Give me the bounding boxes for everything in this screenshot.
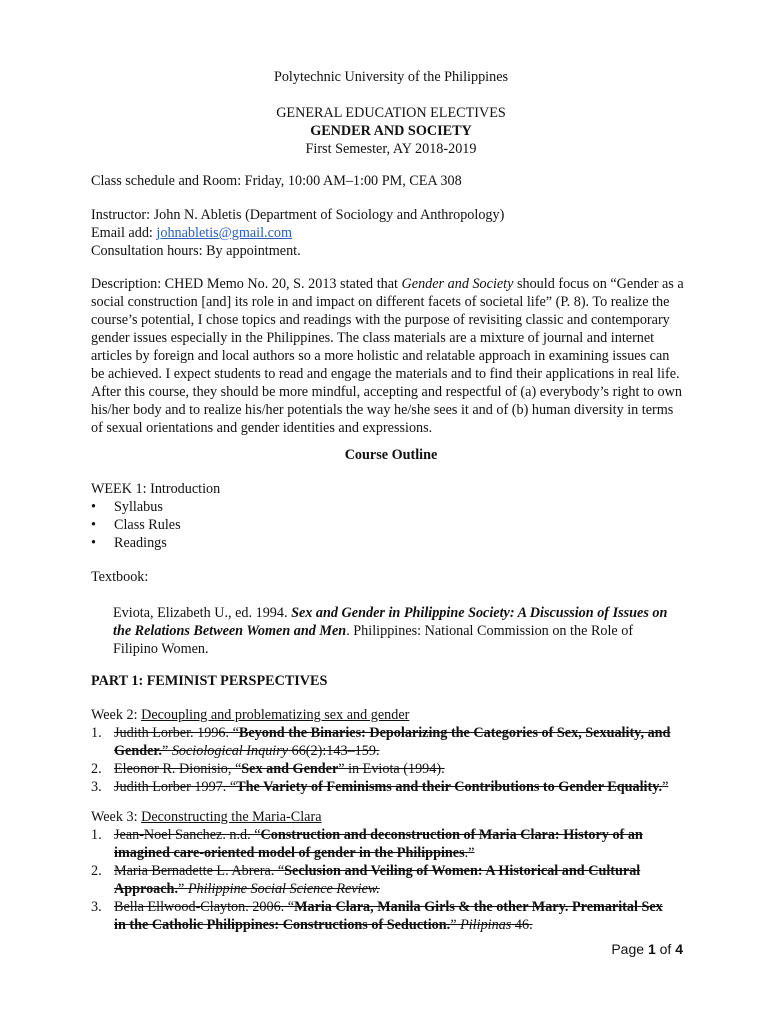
reading-author: Judith Lorber 1997. “	[114, 779, 237, 795]
list-item: • Readings	[91, 534, 691, 552]
reading-punct: ”	[450, 917, 461, 933]
of-word: of	[655, 941, 676, 957]
instructor-line: Instructor: John N. Abletis (Department of Sociology and Anthropology)	[91, 207, 505, 223]
item-number: 2.	[91, 863, 102, 879]
reading-punct: ”	[662, 779, 669, 795]
week2-title	[91, 706, 681, 724]
reading-title: The Variety of Feminisms and their Contributions to Gender Equality.	[236, 779, 663, 795]
reading-journal: Sociological Inquiry	[171, 743, 289, 759]
email-label: Email add:	[91, 225, 157, 241]
week3-readings	[91, 826, 676, 934]
item-number: 3.	[91, 899, 102, 915]
description-lead: Description: CHED Memo No. 20, S. 2013 stated that	[91, 276, 402, 292]
reading-punct: ”	[178, 881, 188, 897]
week3-title	[91, 808, 676, 826]
document-header	[91, 68, 691, 158]
reading-item	[91, 826, 676, 862]
reading-title: Maria Clara, Manila Girls & the other Mary. Premarital Sex in the Catholic Philippines: Constructions of Seduction.	[114, 899, 663, 933]
week2-section	[91, 706, 681, 796]
week3-section	[91, 808, 676, 934]
reading-author: Eleonor R. Dionisio, “	[114, 761, 242, 777]
reading-journal: Philippine Social Science Review.	[187, 881, 380, 897]
citation-lead: Eviota, Elizabeth U., ed. 1994.	[113, 605, 292, 621]
reading-author: Bella Ellwood-Clayton. 2006. “	[114, 899, 295, 915]
description-section	[91, 275, 686, 437]
consultation-hours: Consultation hours: By appointment.	[91, 243, 301, 259]
course-title: GENDER AND SOCIETY	[310, 123, 472, 139]
page-total: 4	[675, 941, 683, 957]
week1-title: WEEK 1: Introduction	[91, 481, 221, 497]
week1-section	[91, 480, 691, 552]
textbook-citation	[91, 604, 681, 658]
reading-punct: ” in Eviota (1994).	[338, 761, 445, 777]
reading-title: Sex and Gender	[241, 761, 339, 777]
part1-heading: PART 1: FEMINIST PERSPECTIVES	[91, 673, 328, 689]
reading-author: Maria Bernadette L. Abrera. “	[114, 863, 285, 879]
item-number: 3.	[91, 779, 102, 795]
page-word: Page	[611, 941, 648, 957]
term-label: First Semester, AY 2018-2019	[305, 141, 477, 157]
email-line	[91, 224, 691, 242]
program-name: GENERAL EDUCATION ELECTIVES	[276, 105, 506, 121]
week2-prefix: Week 2:	[91, 707, 142, 723]
course-outline-heading: Course Outline	[344, 447, 438, 463]
reading-journal: Pilipinas	[460, 917, 512, 933]
item-number: 2.	[91, 761, 102, 777]
citation-tail: . Philippines: National Commission on the Role of Filipino Women.	[113, 623, 634, 657]
reading-item	[91, 724, 681, 760]
textbook-label: Textbook:	[91, 569, 149, 585]
reading-punct: .”	[464, 845, 475, 861]
reading-author: Jean-Noel Sanchez. n.d. “	[114, 827, 261, 843]
email-link[interactable]: johnabletis@gmail.com	[156, 225, 293, 241]
reading-title: Beyond the Binaries: Depolarizing the Categories of Sex, Sexuality, and Gender.	[114, 725, 671, 759]
reading-author: Judith Lorber. 1996. “	[114, 725, 239, 741]
page-footer	[611, 940, 683, 958]
week1-list	[91, 498, 691, 552]
outline-heading-wrap	[91, 446, 691, 464]
university-name: Polytechnic University of the Philippines	[273, 69, 509, 85]
list-item: • Syllabus	[91, 498, 691, 516]
item-number: 1.	[91, 827, 102, 843]
description-course-ref: Gender and Society	[401, 276, 514, 292]
item-number: 1.	[91, 725, 102, 741]
reading-item	[91, 898, 676, 934]
reading-item	[91, 862, 676, 898]
textbook-section	[91, 568, 691, 658]
citation-title: Sex and Gender in Philippine Society: A Discussion of Issues on the Relations Between Women and Men	[113, 605, 668, 639]
description-body: should focus on “Gender as a social construction [and] its role in and impact on different facets of societal life” (P. 8). To realize the course’s potential, I chose topics and readings with the purpose of revisiting classic and contemporary gender issues especially in the Philippines. The class materials are a mixture of journal and internet articles by foreign and local authors so a more holistic and relatable approach in examining issues can be achieved. I expect students to read and engage the materials and to find their applications in real life. After this course, they should be more mindful, accepting and respectful of (a) everybody’s right to own his/her body and to realize his/her potentials the way he/she sees it and of (b) human diversity in terms of sexual orientations and gender identities and expressions.	[91, 276, 684, 436]
reading-tail: 46.	[511, 917, 533, 933]
reading-punct: ”	[161, 743, 172, 759]
list-item: • Class Rules	[91, 516, 691, 534]
part1-section	[91, 672, 691, 690]
week2-topic: Decoupling and problematizing sex and gender	[141, 707, 410, 723]
reading-title: Construction and deconstruction of Maria Clara: History of an imagined care-oriented model of gender in the Philippines	[114, 827, 643, 861]
reading-item	[91, 760, 681, 778]
instructor-section	[91, 206, 691, 260]
reading-title: Seclusion and Veiling of Women: A Historical and Cultural Approach.	[114, 863, 641, 897]
reading-tail: 66(2):143–159.	[288, 743, 380, 759]
reading-item	[91, 778, 681, 796]
week3-prefix: Week 3:	[91, 809, 142, 825]
week3-topic: Deconstructing the Maria-Clara	[141, 809, 322, 825]
page-number: 1	[647, 941, 656, 957]
schedule-section	[91, 172, 691, 190]
class-schedule: Class schedule and Room: Friday, 10:00 AM–1:00 PM, CEA 308	[91, 173, 462, 189]
week2-readings	[91, 724, 681, 796]
description-paragraph	[91, 275, 686, 437]
